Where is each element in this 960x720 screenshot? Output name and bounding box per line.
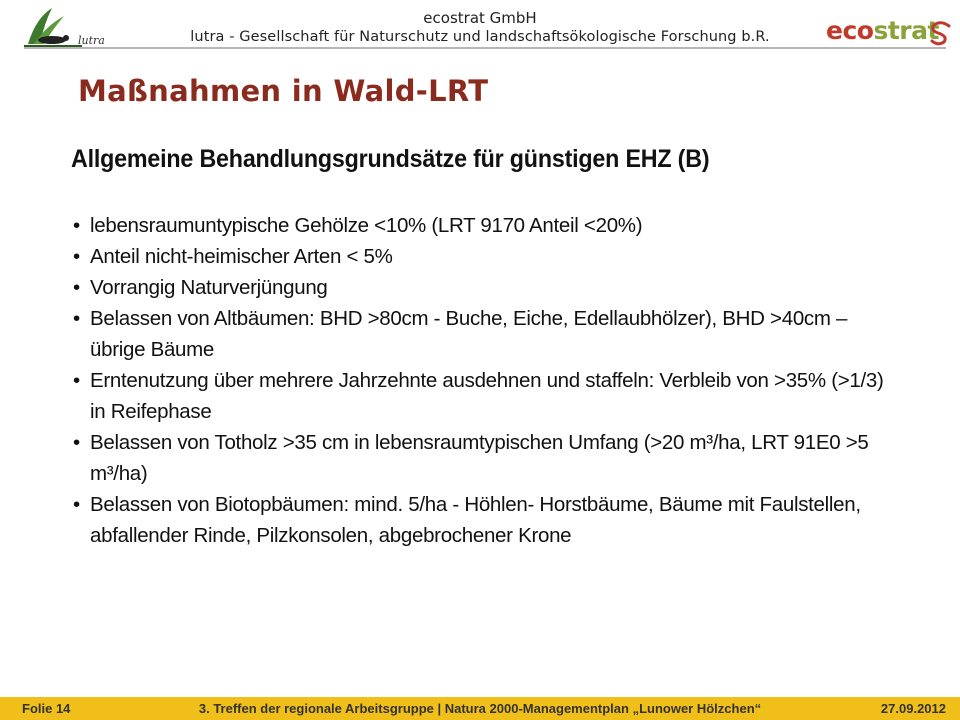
organization-line-2: lutra - Gesellschaft für Naturschutz und landschaftsökologische Forschung b.R. xyxy=(190,29,770,45)
organization-line-1: ecostrat GmbH xyxy=(423,9,537,27)
bullet-icon: • xyxy=(73,214,80,237)
footer-event-title: 3. Treffen der regionale Arbeitsgruppe | Natura 2000-Managementplan „Lunower Hölzchen“ xyxy=(198,701,762,716)
bullet-text: Belassen von Biotopbäumen: mind. 5/ha - Höhlen- Horstbäume, Bäume mit Faulstellen, abfallender Rinde, Pilzkonsolen, abgebrochener Krone xyxy=(90,493,861,547)
bullet-icon: • xyxy=(73,307,80,330)
bullet-icon: • xyxy=(73,369,80,392)
bullet-text: Anteil nicht-heimischer Arten < 5% xyxy=(90,245,393,268)
footer-bar xyxy=(0,697,960,720)
bullet-item xyxy=(72,489,902,551)
bullet-list xyxy=(72,210,902,551)
bullet-text: Vorrangig Naturverjüngung xyxy=(90,276,328,299)
bullet-icon: • xyxy=(73,245,80,268)
bullet-item xyxy=(72,365,902,427)
bullet-text: Erntenutzung über mehrere Jahrzehnte ausdehnen und staffeln: Verbleib von >35% (>1/3) in Reifephase xyxy=(90,369,884,423)
ecostrat-logo-text: ecostrat xyxy=(826,16,939,45)
bullet-text: Belassen von Totholz >35 cm in lebensraumtypischen Umfang (>20 m³/ha, LRT 91E0 >5 m³/ha) xyxy=(90,431,869,485)
bullet-item xyxy=(72,210,902,241)
footer-slide-number: Folie 14 xyxy=(22,701,71,716)
bullet-item xyxy=(72,241,902,272)
bullet-item xyxy=(72,272,902,303)
slide-title: Maßnahmen in Wald-LRT xyxy=(78,74,489,108)
bullet-text: Belassen von Altbäumen: BHD >80cm - Buche, Eiche, Edellaubhölzer), BHD >40cm – übrige Bäume xyxy=(90,307,848,361)
slide-subtitle: Allgemeine Behandlungsgrundsätze für günstigen EHZ (B) xyxy=(71,145,710,173)
bullet-text: lebensraumuntypische Gehölze <10% (LRT 9170 Anteil <20%) xyxy=(90,214,643,237)
lutra-logo-text: lutra xyxy=(78,34,105,47)
bullet-icon: • xyxy=(73,431,80,454)
bullet-item xyxy=(72,427,902,489)
bullet-item xyxy=(72,303,902,365)
header-divider xyxy=(24,47,946,49)
ecostrat-s-icon xyxy=(930,20,952,46)
bullet-icon: • xyxy=(73,276,80,299)
ecostrat-logo xyxy=(826,18,950,50)
bullet-icon: • xyxy=(73,493,80,516)
footer-date: 27.09.2012 xyxy=(880,701,946,716)
